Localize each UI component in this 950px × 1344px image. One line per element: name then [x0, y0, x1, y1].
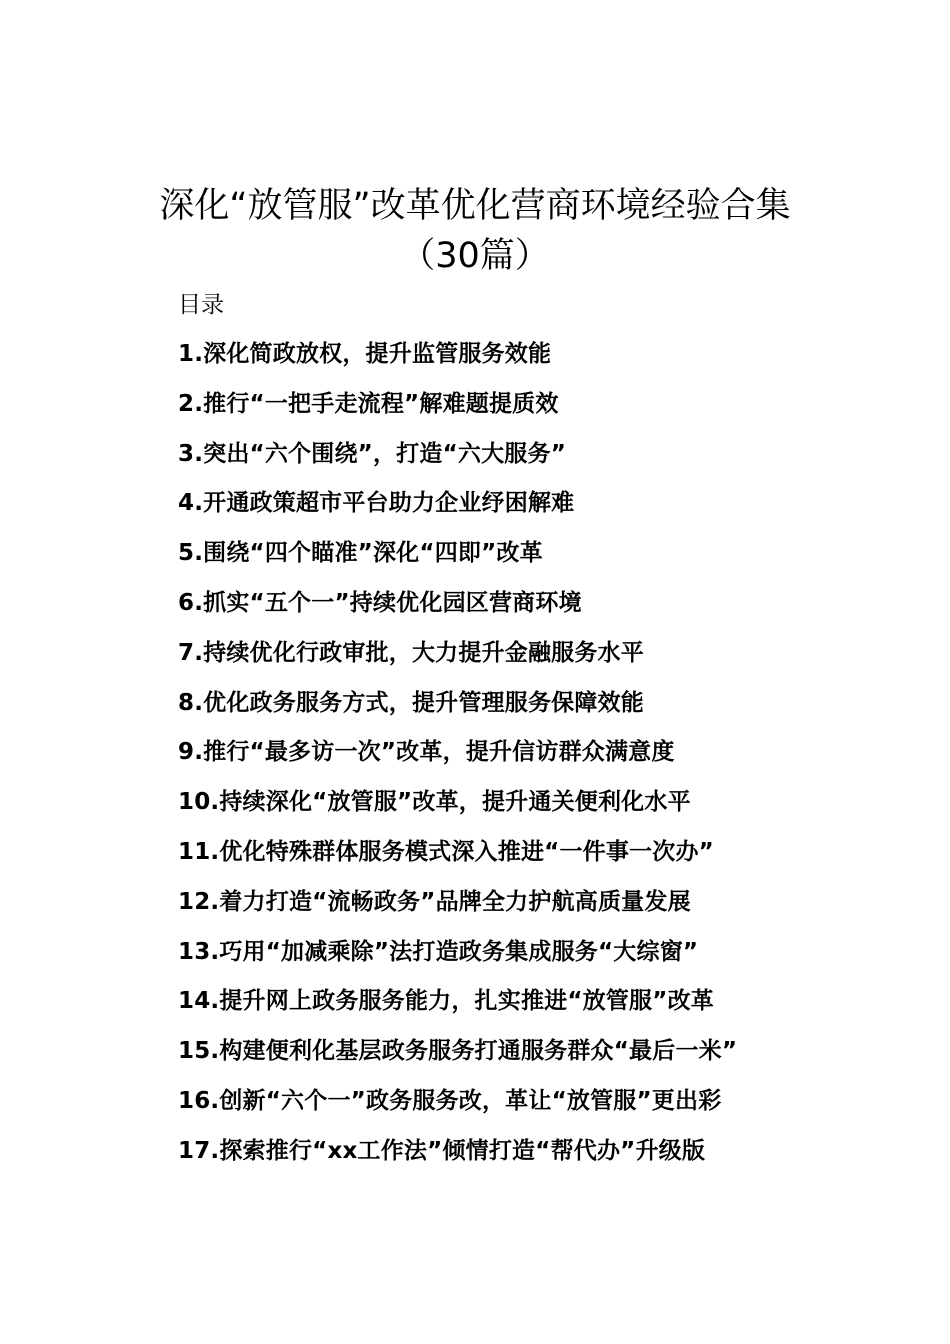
toc-item-12[interactable]: 12.着力打造“流畅政务”品牌全力护航高质量发展 — [178, 888, 691, 915]
toc-item-11[interactable]: 11.优化特殊群体服务模式深入推进“一件事一次办” — [178, 838, 714, 865]
toc-item-2[interactable]: 2.推行“一把手走流程”解难题提质效 — [178, 390, 559, 417]
toc-item-13[interactable]: 13.巧用“加减乘除”法打造政务集成服务“大综窗” — [178, 938, 699, 965]
toc-item-6[interactable]: 6.抓实“五个一”持续优化园区营商环境 — [178, 589, 582, 616]
toc-item-10[interactable]: 10.持续深化“放管服”改革，提升通关便利化水平 — [178, 789, 691, 816]
toc-heading: 目录 — [178, 292, 224, 318]
toc-item-16[interactable]: 16.创新“六个一”政务服务改，革让“放管服”更出彩 — [178, 1087, 722, 1114]
toc-item-3[interactable]: 3.突出“六个围绕”，打造“六大服务” — [178, 440, 567, 467]
document-title: 深化“放管服”改革优化营商环境经验合集 — [159, 186, 791, 226]
toc-item-8[interactable]: 8.优化政务服务方式，提升管理服务保障效能 — [178, 689, 644, 716]
toc-list — [178, 338, 737, 1185]
toc-item-5[interactable]: 5.围绕“四个瞄准”深化“四即”改革 — [178, 540, 543, 567]
toc-item-14[interactable]: 14.提升网上政务服务能力，扎实推进“放管服”改革 — [178, 988, 714, 1015]
toc-item-17[interactable]: 17.探索推行“xx工作法”倾情打造“帮代办”升级版 — [178, 1137, 706, 1164]
toc-item-7[interactable]: 7.持续优化行政审批，大力提升金融服务水平 — [178, 639, 644, 666]
toc-item-1[interactable]: 1.深化简政放权，提升监管服务效能 — [178, 341, 552, 367]
document-title-count: （30篇） — [400, 236, 550, 276]
toc-item-4[interactable]: 4.开通政策超市平台助力企业纾困解难 — [178, 490, 575, 517]
toc-item-9[interactable]: 9.推行“最多访一次”改革，提升信访群众满意度 — [178, 739, 675, 766]
toc-item-15[interactable]: 15.构建便利化基层政务服务打通服务群众“最后一米” — [178, 1038, 738, 1065]
